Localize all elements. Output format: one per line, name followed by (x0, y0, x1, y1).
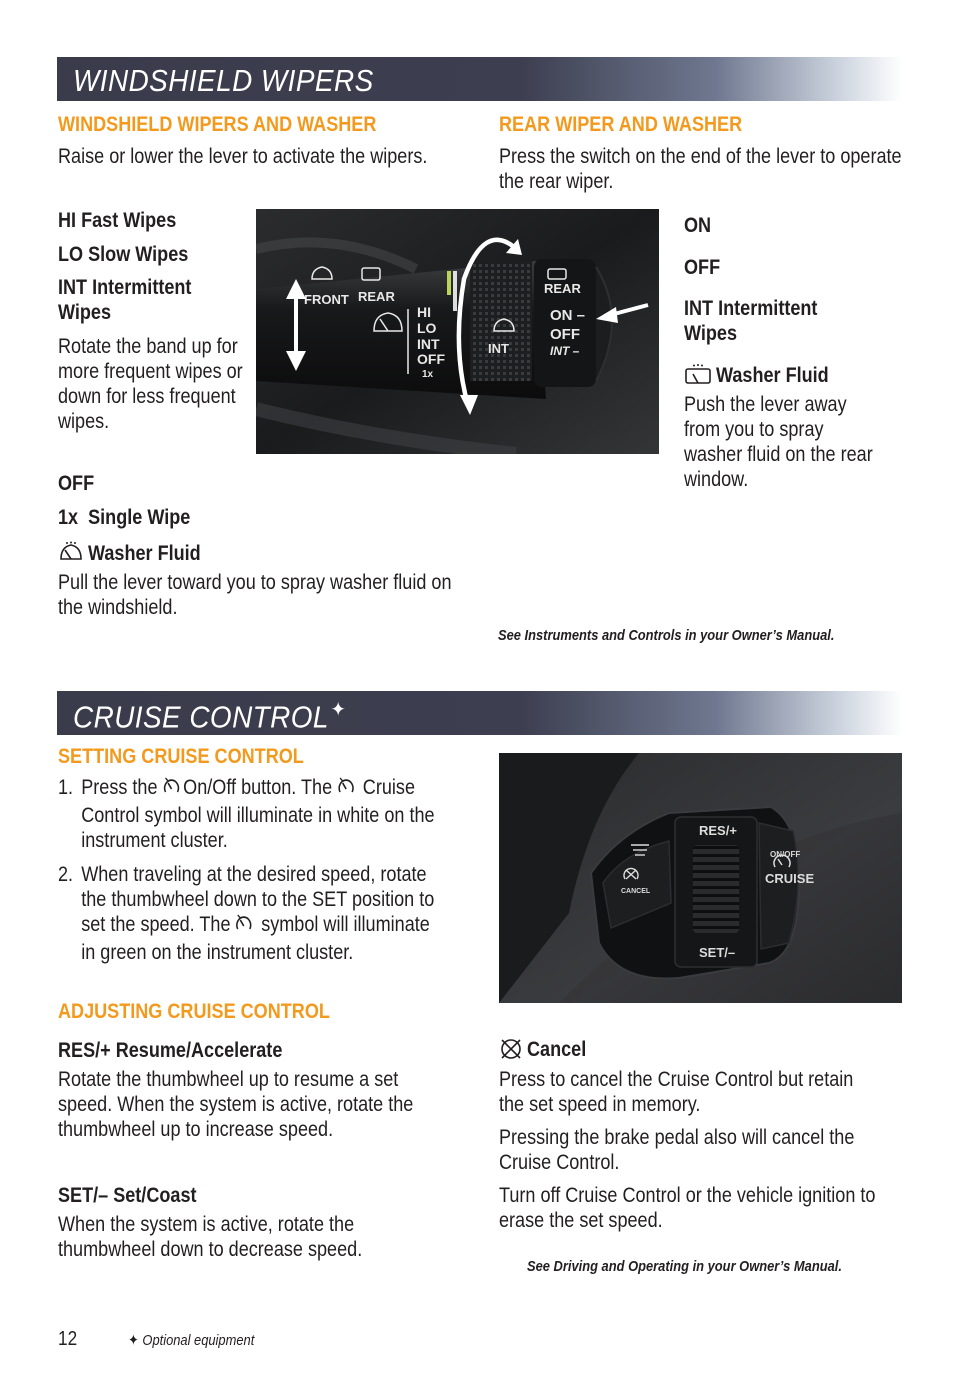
rear-washer-description: Push the lever away from you to spray washer fluid on the rear window. (684, 393, 873, 491)
res-title: RES/+ Resume/Accelerate (58, 1039, 283, 1062)
res-description: Rotate the thumbwheel up to resume a set speed. When the system is active, rotate the thumbwheel up to increase speed. (58, 1068, 414, 1141)
switch-cancel-text: CANCEL (621, 888, 651, 895)
wipers-manual-note: See Instruments and Controls in your Owner’s Manual. (498, 627, 835, 644)
rotate-description: Rotate the band up for more frequent wipes or down for less frequent wipes. (58, 335, 243, 433)
switch-onoff-text: ON/OFF (770, 850, 801, 859)
lever-int-text: INT (417, 336, 440, 352)
front-wiper-heading: WINDSHIELD WIPERS AND WASHER (58, 113, 377, 136)
cruise-switch-photo (499, 753, 902, 1003)
rear-int-label: INT Intermittent Wipes (684, 297, 818, 345)
optional-equipment-icon: ✦ (128, 1332, 139, 1349)
cruise-section-title: CRUISE CONTROL✦ (73, 699, 347, 735)
cruise-manual-note: See Driving and Operating in your Owner’s Manual. (527, 1258, 842, 1275)
cruise-control-icon (236, 914, 253, 940)
lever-front-text: FRONT (304, 292, 349, 307)
rear-washer-icon (684, 363, 712, 391)
switch-res-text: RES/+ (699, 823, 737, 838)
rear-on-label: ON (684, 214, 712, 237)
lever-off-word-text: OFF (550, 326, 580, 343)
cancel-title: Cancel (499, 1037, 596, 1065)
cancel-description: Press to cancel the Cruise Control but retain the set speed in memory. (499, 1068, 854, 1116)
cancel-icon (499, 1037, 523, 1065)
step-1: 1. Press the On/Off button. The Cruise Control symbol will illuminate in white on the instrument cluster. (58, 776, 435, 852)
optional-equipment-note: ✦ Optional equipment (128, 1332, 255, 1349)
int-label: INT Intermittent Wipes (58, 276, 192, 324)
optional-equipment-icon: ✦ (330, 699, 347, 721)
adjusting-cruise-heading: ADJUSTING CRUISE CONTROL (58, 1000, 330, 1023)
front-wiper-intro: Raise or lower the lever to activate the wipers. (58, 145, 428, 168)
page-number: 12 (58, 1328, 78, 1350)
lever-rear-text: REAR (358, 289, 395, 304)
setting-cruise-heading: SETTING CRUISE CONTROL (58, 745, 304, 768)
wipers-section-title: WINDSHIELD WIPERS (73, 63, 374, 98)
switch-cruise-text: CRUISE (765, 871, 815, 886)
rear-off-label: OFF (684, 256, 721, 279)
lever-hi-text: HI (417, 304, 431, 320)
off-label: OFF (58, 472, 95, 495)
cruise-control-icon (337, 777, 354, 803)
step-2: 2. When traveling at the desired speed, rotate the thumbwheel down to the SET position to set the speed. The symbol will illuminate in green on the instrument cluster. (58, 863, 435, 964)
lever-on-text: ON – (550, 307, 586, 324)
brake-description: Pressing the brake pedal also will cancel the Cruise Control. (499, 1126, 855, 1174)
set-description: When the system is active, rotate the thumbwheel down to decrease speed. (58, 1213, 363, 1261)
switch-set-text: SET/– (699, 945, 736, 960)
setting-steps (58, 775, 508, 974)
cruise-control-icon (163, 777, 180, 803)
lever-off-text: OFF (417, 351, 445, 367)
hi-label: HI Fast Wipes (58, 209, 177, 232)
turnoff-description: Turn off Cruise Control or the vehicle ignition to erase the set speed. (499, 1184, 876, 1232)
wiper-lever-photo (256, 209, 659, 454)
rear-washer-title: Washer Fluid (684, 363, 847, 391)
front-washer-title: Washer Fluid (58, 541, 219, 569)
lever-rear-cap-text: REAR (544, 281, 581, 296)
lever-lo-text: LO (417, 320, 437, 336)
set-title: SET/– Set/Coast (58, 1184, 197, 1207)
single-wipe-label: 1x Single Wipe (58, 506, 191, 529)
rear-wiper-intro: Press the switch on the end of the lever to operate the rear wiper. (499, 145, 902, 193)
lever-band-int-text: INT (488, 341, 509, 356)
windshield-washer-icon (58, 541, 84, 569)
lo-label: LO Slow Wipes (58, 243, 189, 266)
front-washer-description: Pull the lever toward you to spray washer fluid on the windshield. (58, 571, 452, 619)
lever-1x-text: 1x (422, 369, 434, 380)
cruise-section-banner (57, 691, 902, 735)
wipers-section-banner (57, 57, 902, 101)
lever-int-dash-text: INT – (550, 344, 580, 358)
rear-wiper-heading: REAR WIPER AND WASHER (499, 113, 743, 136)
